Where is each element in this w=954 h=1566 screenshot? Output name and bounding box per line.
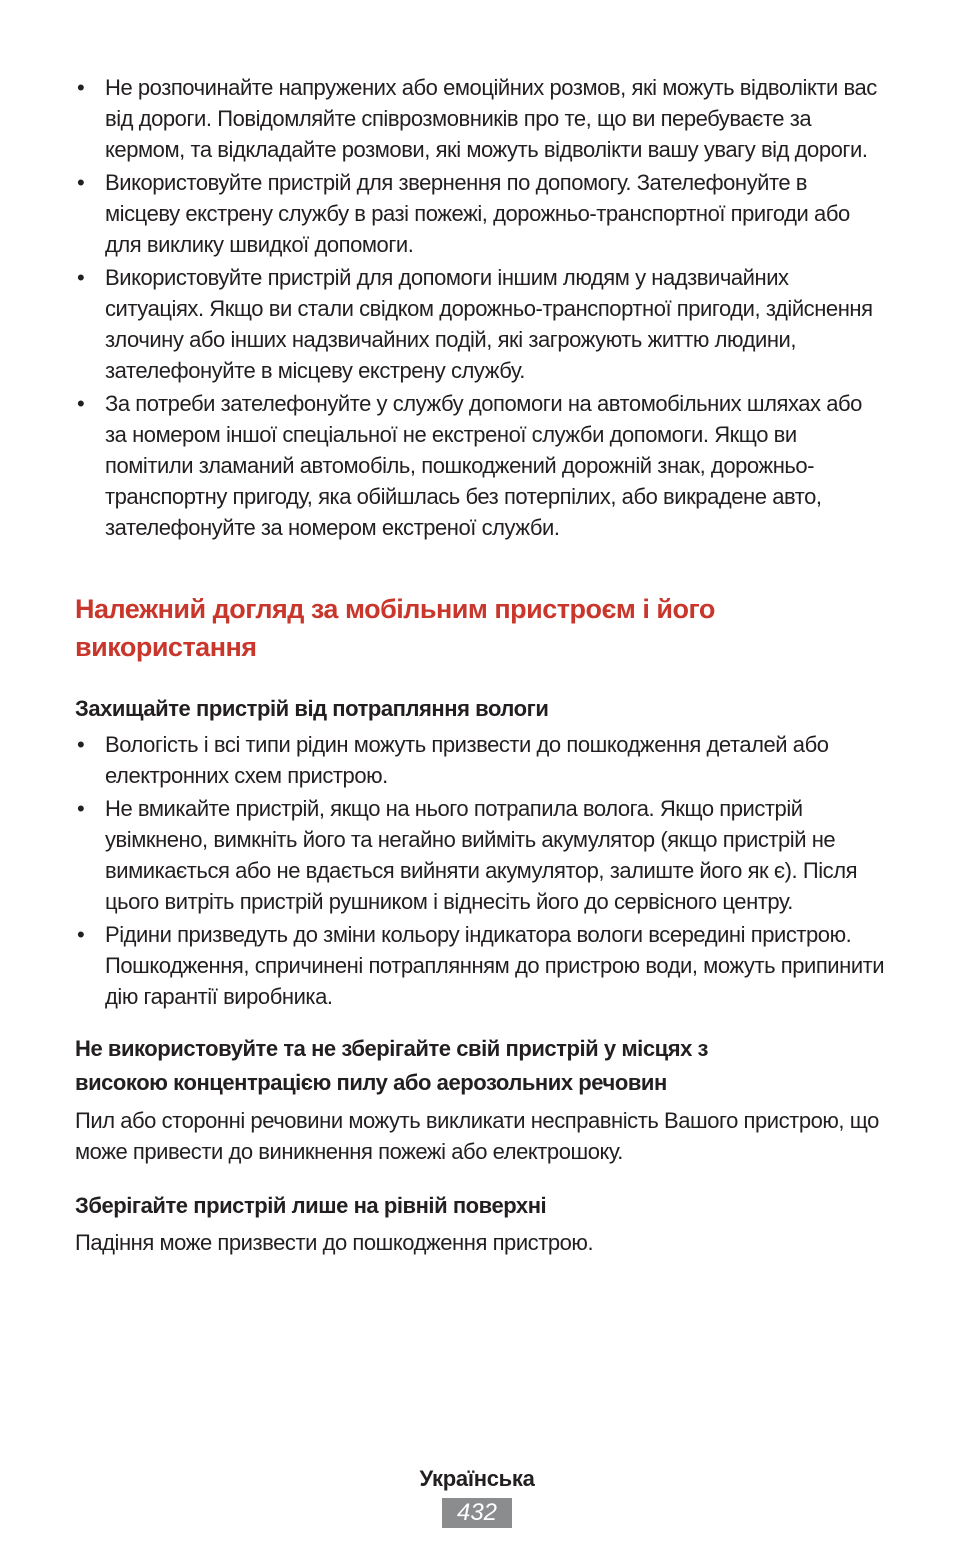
list-item-text: Вологість і всі типи рідин можуть призвести до пошкодження деталей або електронних схем пристрою. — [105, 732, 829, 788]
section-title-line: використання — [75, 632, 257, 662]
dust-text: Пил або сторонні речовини можуть викликати несправність Вашого пристрою, що може привести до виникнення пожежі або електрошоку. — [75, 1108, 879, 1164]
bullet-icon: • — [77, 170, 85, 195]
list-item — [75, 793, 885, 917]
moisture-heading: Захищайте пристрій від потрапляння вологи — [75, 696, 549, 721]
list-item-text: Використовуйте пристрій для звернення по допомогу. Зателефонуйте в місцеву екстрену службу в разі пожежі, дорожньо-транспортної пригоди або для виклику швидкої допомоги. — [105, 170, 850, 257]
list-item — [75, 167, 885, 260]
bullet-icon: • — [77, 391, 85, 416]
list-item-text: Використовуйте пристрій для допомоги іншим людям у надзвичайних ситуаціях. Якщо ви стали свідком дорожньо-транспортної пригоди, здійснення злочину або інших надзвичайних подій, які загрожують життю людини, зателефонуйте в місцеву екстрену службу. — [105, 265, 873, 383]
dust-heading-line: високою концентрацією пилу або аерозольних речовин — [75, 1070, 667, 1095]
page-number-badge: 432 — [442, 1498, 512, 1528]
bullet-icon: • — [77, 732, 85, 757]
list-item-text: За потреби зателефонуйте у службу допомоги на автомобільних шляхах або за номером іншої спеціальної не екстреної служби допомоги. Якщо ви помітили зламаний автомобіль, пошкоджений дорожній знак, дорожньо-транспортну пригоду, яка обійшлась без потерпілих, або викрадене авто, зателефонуйте за номером екстреної служби. — [105, 391, 862, 540]
list-item — [75, 388, 885, 543]
flat-surface-heading: Зберігайте пристрій лише на рівній поверхні — [75, 1193, 547, 1218]
list-item — [75, 919, 885, 1012]
section-title — [75, 590, 885, 666]
dust-heading — [75, 1032, 885, 1100]
list-item-text: Не вмикайте пристрій, якщо на нього потрапила волога. Якщо пристрій увімкнено, вимкніть його та негайно вийміть акумулятор (якщо пристрій не вимикається або не вдається вийняти акумулятор, залиште його як є). Після цього витріть пристрій рушником і віднесіть його до сервісного центру. — [105, 796, 858, 914]
section-title-line: Належний догляд за мобільним пристроєм і його — [75, 594, 715, 624]
list-item — [75, 72, 885, 165]
moisture-bullet-list — [75, 729, 885, 1012]
flat-surface-text: Падіння може призвести до пошкодження пристрою. — [75, 1230, 594, 1255]
list-item-text: Рідини призведуть до зміни кольору індикатора вологи всередині пристрою. Пошкодження, спричинені потраплянням до пристрою води, можуть припинити дію гарантії виробника. — [105, 922, 885, 1009]
list-item — [75, 729, 885, 791]
bullet-icon: • — [77, 75, 85, 100]
list-item — [75, 262, 885, 386]
bullet-icon: • — [77, 796, 85, 821]
page-footer — [0, 1464, 954, 1528]
footer-language: Українська — [419, 1466, 535, 1491]
bullet-icon: • — [77, 265, 85, 290]
page-content — [75, 72, 885, 1258]
list-item-text: Не розпочинайте напружених або емоційних розмов, які можуть відволікти вас від дороги. Повідомляйте співрозмовників про те, що ви перебуваєте за кермом, та відкладайте розмови, які можуть відволікти вашу увагу від дороги. — [105, 75, 877, 162]
dust-heading-line: Не використовуйте та не зберігайте свій пристрій у місцях з — [75, 1036, 709, 1061]
safety-bullet-list — [75, 72, 885, 543]
bullet-icon: • — [77, 922, 85, 947]
